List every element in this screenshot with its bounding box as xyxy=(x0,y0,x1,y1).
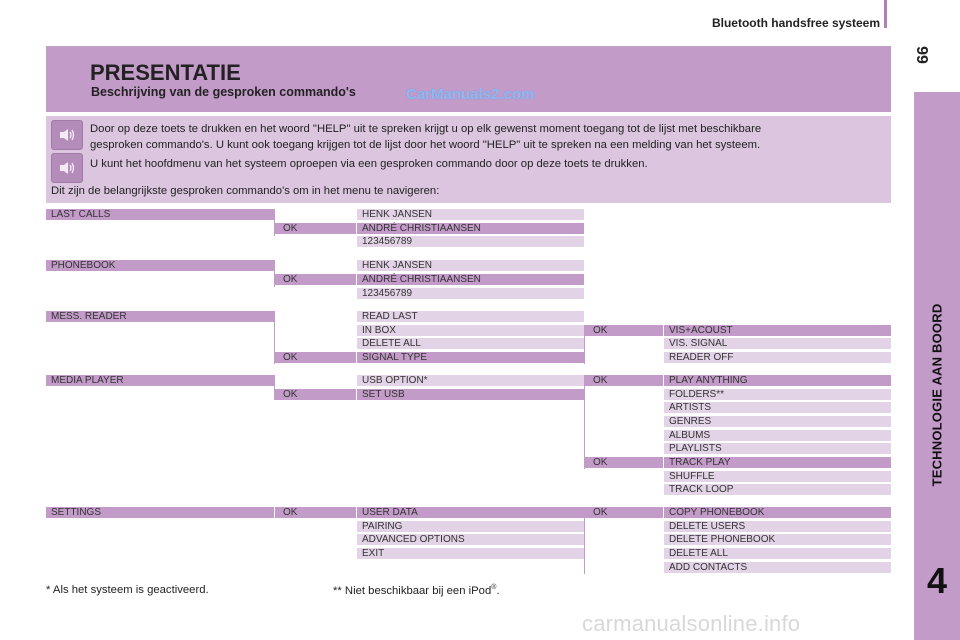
set-usb-option: FOLDERS** xyxy=(664,389,891,400)
voice-command-icon xyxy=(51,153,83,183)
signal-type-option: VIS. SIGNAL xyxy=(664,338,891,349)
menu-last-calls: LAST CALLS xyxy=(46,209,274,220)
mess-reader-item: DELETE ALL xyxy=(357,338,584,349)
intro-help-line-1: Door op deze toets te drukken en het woord "HELP" uit te spreken krijgt u op elk gewenst moment toegang tot de lijst met beschikbare xyxy=(90,123,762,135)
intro-help-line-2: gesproken commando's. U kunt ook toegang krijgen tot de lijst door het woord "HELP" uit te spreken na een melding van het systeem. xyxy=(90,139,761,151)
settings-item: PAIRING xyxy=(357,521,584,532)
ok-label: OK xyxy=(275,389,356,400)
phonebook-item: 123456789 xyxy=(357,288,584,299)
mess-reader-item: READ LAST xyxy=(357,311,584,322)
site-watermark: carmanualsonline.info xyxy=(582,611,801,636)
set-usb-option: PLAYLISTS xyxy=(664,443,891,454)
connector-line xyxy=(584,375,585,469)
page-subtitle: Beschrijving van de gesproken commando's xyxy=(91,85,356,99)
media-player-item: USB OPTION* xyxy=(357,375,584,386)
ok-label: OK xyxy=(585,375,663,386)
set-usb-option: SHUFFLE xyxy=(664,471,891,482)
signal-type-option: VIS+ACOUST xyxy=(664,325,891,336)
phonebook-item: HENK JANSEN xyxy=(357,260,584,271)
intro-navigate-text: Dit zijn de belangrijkste gesproken commando's om in het menu te navigeren: xyxy=(51,185,440,197)
settings-item: ADVANCED OPTIONS xyxy=(357,534,584,545)
media-player-item: SET USB xyxy=(357,389,584,400)
intro-main-menu-text: U kunt het hoofdmenu van het systeem oproepen via een gesproken commando door op deze toets te drukken. xyxy=(90,158,648,170)
chapter-title: TECHNOLOGIE AAN BOORD xyxy=(929,303,945,487)
ok-label: OK xyxy=(275,507,356,518)
footnote-activated: * Als het systeem is geactiveerd. xyxy=(46,584,209,596)
last-calls-item: 123456789 xyxy=(357,236,584,247)
ok-label: OK xyxy=(585,507,663,518)
menu-phonebook: PHONEBOOK xyxy=(46,260,274,271)
set-usb-option: ARTISTS xyxy=(664,402,891,413)
voice-command-icon xyxy=(51,120,83,150)
phonebook-item: ANDRÉ CHRISTIAANSEN xyxy=(357,274,584,285)
ok-label: OK xyxy=(585,325,663,336)
user-data-option: ADD CONTACTS xyxy=(664,562,891,573)
page-title: PRESENTATIE xyxy=(90,60,241,85)
footnote-ipod: ** Niet beschikbaar bij een iPod®. xyxy=(333,584,500,597)
user-data-option: DELETE USERS xyxy=(664,521,891,532)
settings-item: USER DATA xyxy=(357,507,584,518)
set-usb-option: TRACK PLAY xyxy=(664,457,891,468)
mess-reader-item: SIGNAL TYPE xyxy=(357,352,584,363)
set-usb-option: TRACK LOOP xyxy=(664,484,891,495)
settings-item: EXIT xyxy=(357,548,584,559)
carmanuals-watermark: CarManuals2.com xyxy=(406,86,535,103)
page-number: 99 xyxy=(913,46,930,64)
menu-settings: SETTINGS xyxy=(46,507,274,518)
user-data-option: COPY PHONEBOOK xyxy=(664,507,891,518)
user-data-option: DELETE PHONEBOOK xyxy=(664,534,891,545)
signal-type-option: READER OFF xyxy=(664,352,891,363)
set-usb-option: GENRES xyxy=(664,416,891,427)
running-head-bar xyxy=(884,0,887,28)
mess-reader-item: IN BOX xyxy=(357,325,584,336)
menu-mess-reader: MESS. READER xyxy=(46,311,274,322)
ok-label: OK xyxy=(585,457,663,468)
ok-label: OK xyxy=(275,352,356,363)
ok-label: OK xyxy=(275,223,356,234)
set-usb-option: ALBUMS xyxy=(664,430,891,441)
user-data-option: DELETE ALL xyxy=(664,548,891,559)
running-head: Bluetooth handsfree systeem xyxy=(711,16,880,30)
menu-media-player: MEDIA PLAYER xyxy=(46,375,274,386)
last-calls-item: HENK JANSEN xyxy=(357,209,584,220)
chapter-number: 4 xyxy=(926,560,948,601)
ok-label: OK xyxy=(275,274,356,285)
last-calls-item: ANDRÉ CHRISTIAANSEN xyxy=(357,223,584,234)
usb-option: PLAY ANYTHING xyxy=(664,375,891,386)
